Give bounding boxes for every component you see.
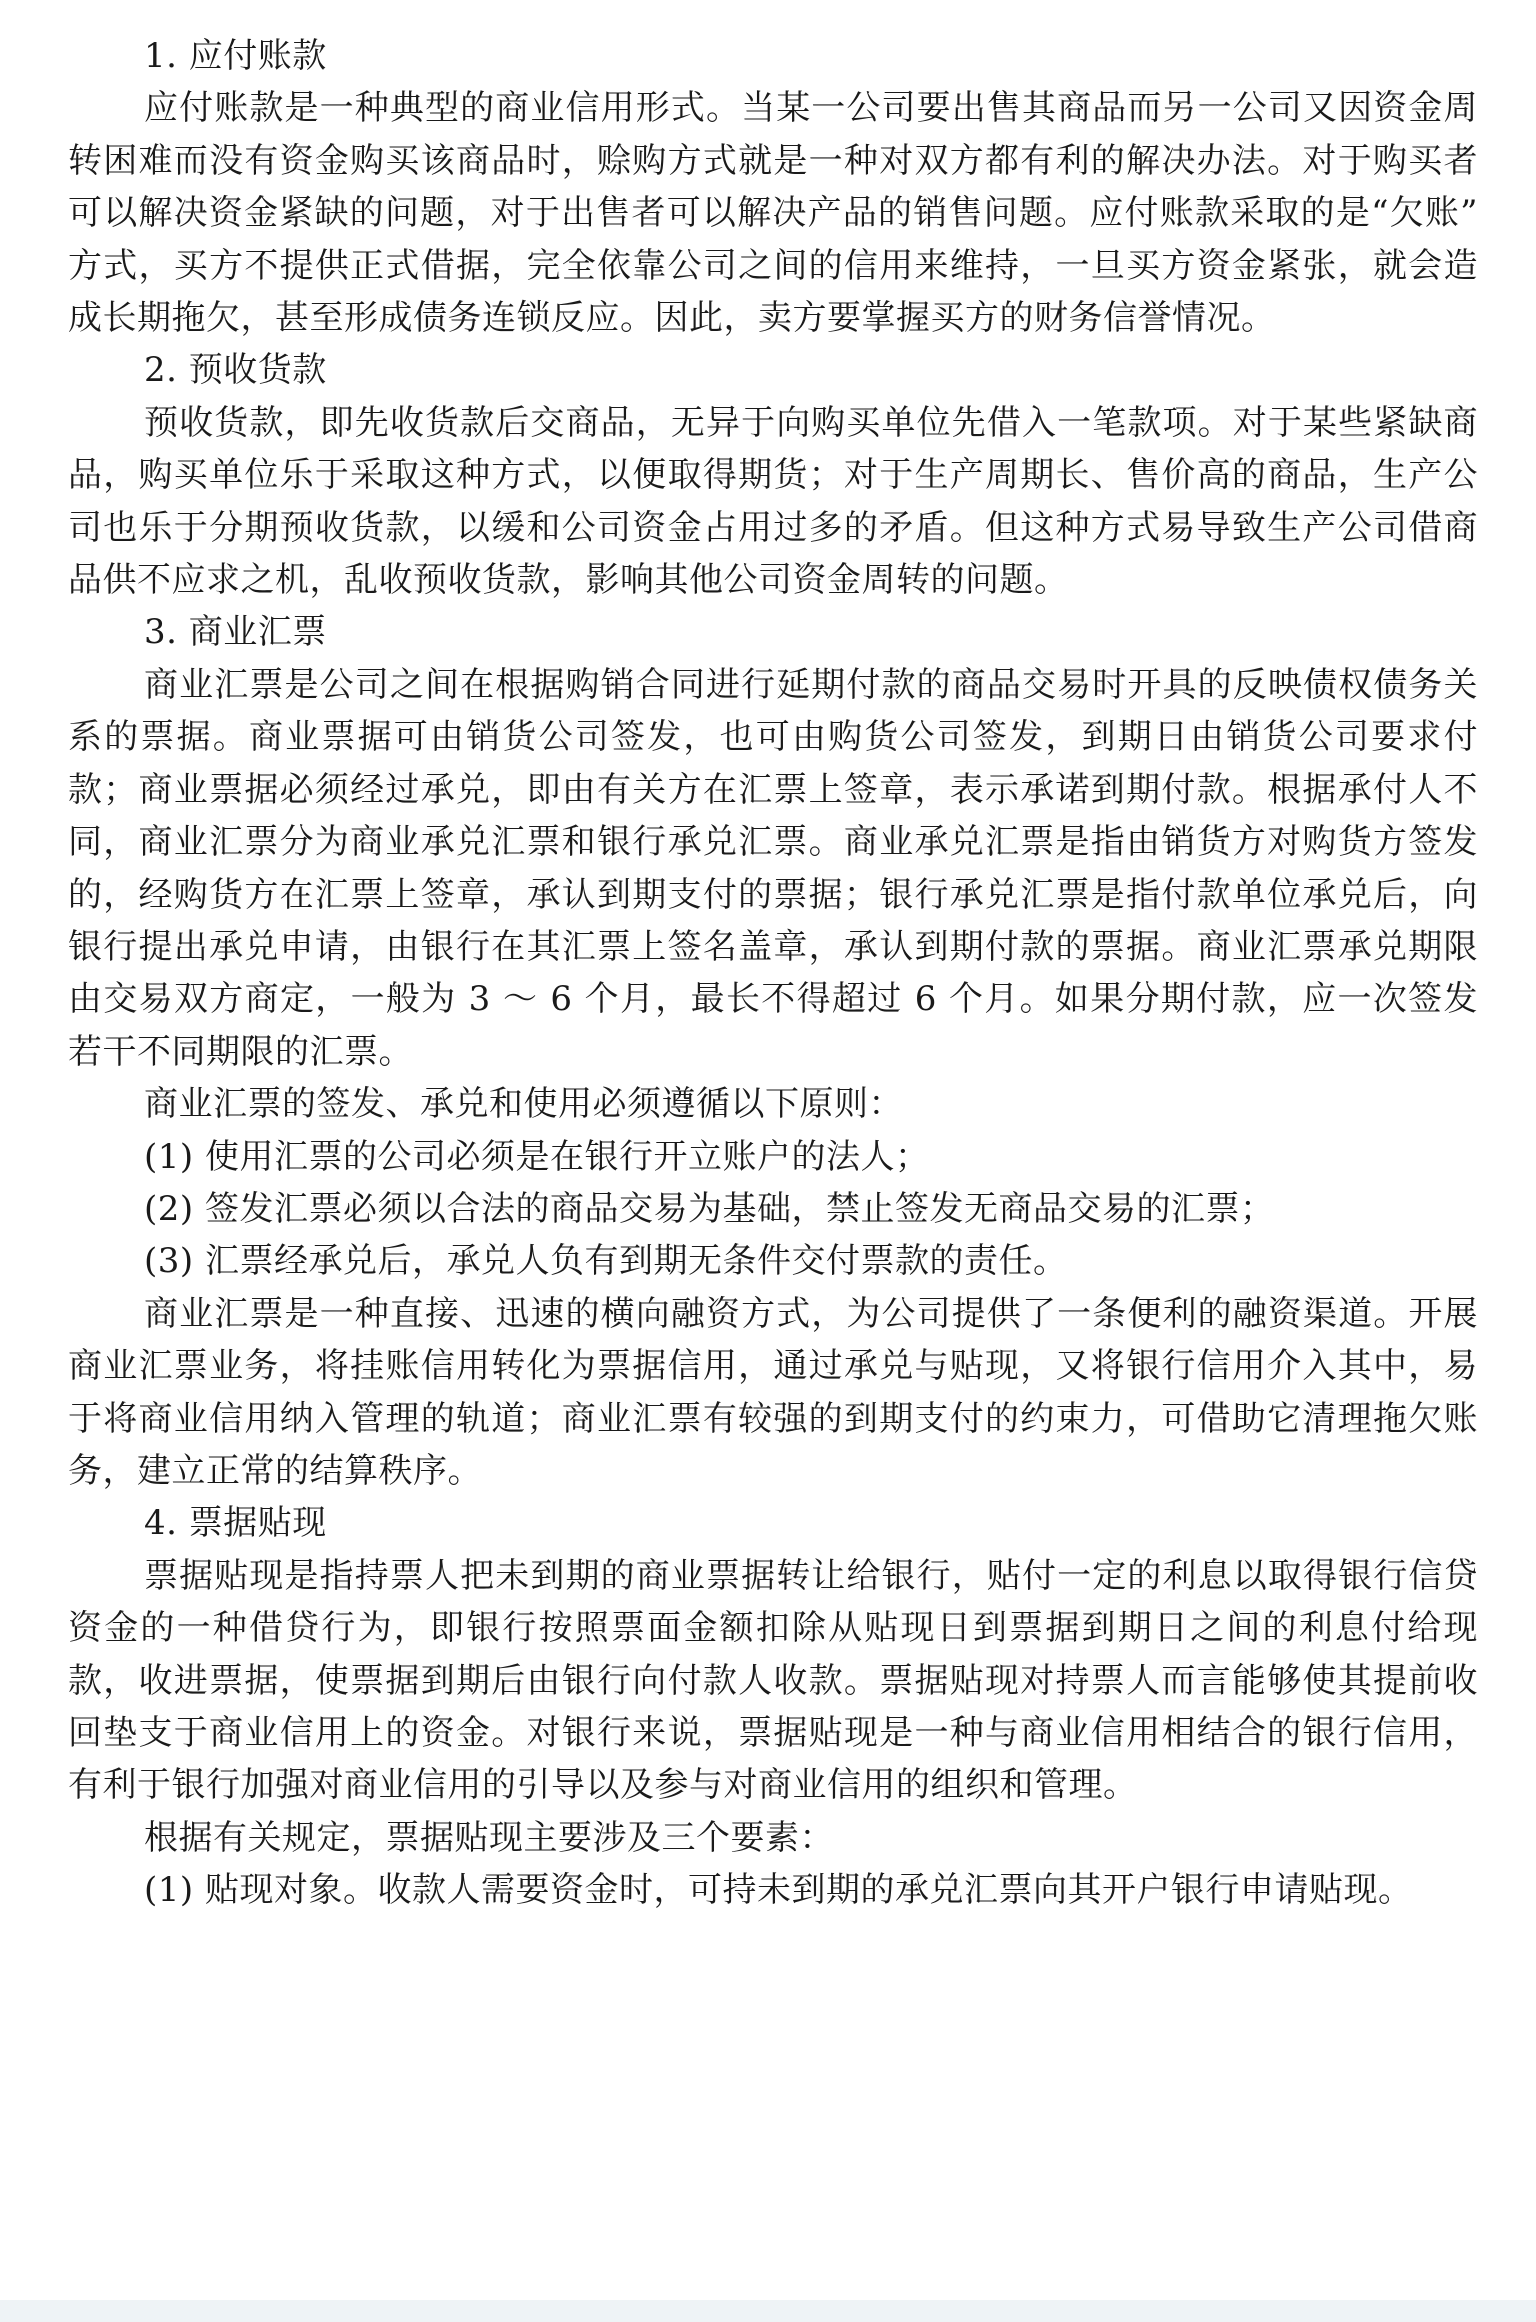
- section-heading: 3. 商业汇票: [144, 612, 327, 653]
- paragraph: 根据有关规定，票据贴现主要涉及三个要素：: [144, 1817, 834, 1858]
- list-item: (1) 使用汇票的公司必须是在银行开立账户的法人；: [144, 1136, 930, 1177]
- section-heading: 4. 票据贴现: [144, 1503, 327, 1544]
- section-heading: 2. 预收货款: [144, 350, 327, 391]
- paragraph: 商业汇票是公司之间在根据购销合同进行延期付款的商品交易时开具的反映债权债务关系的票据。商业票据可由销货公司签发，也可由购货公司签发，到期日由销货公司要求付款；商业票据必须经过承兑，即由有关方在汇票上签章，表示承诺到期付款。根据承付人不同，商业汇票分为商业承兑汇票和银行承兑汇票。商业承兑汇票是指由销货方对购货方签发的，经购货方在汇票上签章，承认到期支付的票据；银行承兑汇票是指付款单位承兑后，向银行提出承兑申请，由银行在其汇票上签名盖章，承认到期付款的票据。商业汇票承兑期限由交易双方商定，一般为 3 ～ 6 个月，最长不得超过 6 个月。如果分期付款，应一次签发若干不同期限的汇票。: [68, 664, 1478, 1072]
- page-bottom-edge: [0, 2300, 1536, 2322]
- paragraph: 应付账款是一种典型的商业信用形式。当某一公司要出售其商品而另一公司又因资金周转困难而没有资金购买该商品时，赊购方式就是一种对双方都有利的解决办法。对于购买者可以解决资金紧缺的问题，对于出售者可以解决产品的销售问题。应付账款采取的是“欠账” 方式，买方不提供正式借据，完全依靠公司之间的信用来维持，一旦买方资金紧张，就会造成长期拖欠，甚至形成债务连锁反应。因此，卖方要掌握买方的财务信誉情况。: [68, 88, 1478, 339]
- paragraph: 票据贴现是指持票人把未到期的商业票据转让给银行，贴付一定的利息以取得银行信贷资金的一种借贷行为，即银行按照票面金额扣除从贴现日到票据到期日之间的利息付给现款，收进票据，使票据到期后由银行向付款人收款。票据贴现对持票人而言能够使其提前收回垫支于商业信用上的资金。对银行来说，票据贴现是一种与商业信用相结合的银行信用，有利于银行加强对商业信用的引导以及参与对商业信用的组织和管理。: [68, 1555, 1478, 1806]
- section-heading: 1. 应付账款: [144, 36, 327, 76]
- document-body: [68, 30, 1478, 1917]
- list-item: (3) 汇票经承兑后，承兑人负有到期无条件交付票款的责任。: [144, 1241, 1068, 1282]
- list-item: (1) 贴现对象。收款人需要资金时，可持未到期的承兑汇票向其开户银行申请贴现。: [144, 1870, 1413, 1911]
- paragraph: 预收货款，即先收货款后交商品，无异于向购买单位先借入一笔款项。对于某些紧缺商品，购买单位乐于采取这种方式，以便取得期货；对于生产周期长、售价高的商品，生产公司也乐于分期预收货款，以缓和公司资金占用过多的矛盾。但这种方式易导致生产公司借商品供不应求之机，乱收预收货款，影响其他公司资金周转的问题。: [68, 402, 1478, 601]
- paragraph: 商业汇票的签发、承兑和使用必须遵循以下原则：: [144, 1084, 903, 1125]
- list-item: (2) 签发汇票必须以合法的商品交易为基础，禁止签发无商品交易的汇票；: [144, 1188, 1275, 1229]
- paragraph: 商业汇票是一种直接、迅速的横向融资方式，为公司提供了一条便利的融资渠道。开展商业汇票业务，将挂账信用转化为票据信用，通过承兑与贴现，又将银行信用介入其中，易于将商业信用纳入管理的轨道；商业汇票有较强的到期支付的约束力，可借助它清理拖欠账务，建立正常的结算秩序。: [68, 1293, 1478, 1491]
